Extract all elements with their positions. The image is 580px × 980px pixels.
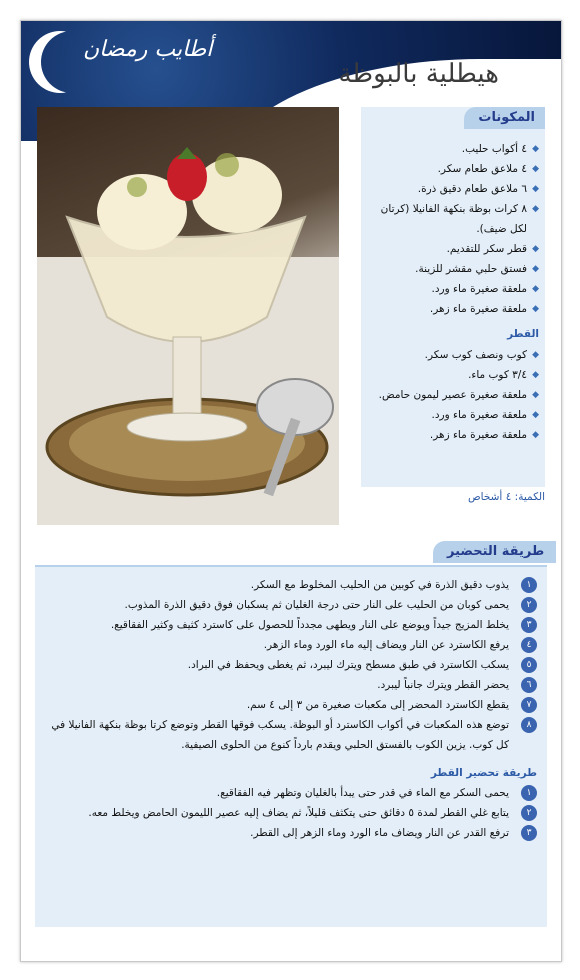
ingredient-item: ◆ ٤ ملاعق طعام سكر.: [367, 159, 539, 179]
ingredient-item: ◆ قطر سكر للتقديم.: [367, 239, 539, 259]
bullet-icon: ◆: [532, 244, 539, 254]
step-number: ١: [521, 577, 537, 593]
ingredient-item: ◆ ٦ ملاعق طعام دقيق ذرة.: [367, 179, 539, 199]
step-number: ٤: [521, 637, 537, 653]
step-number: ٦: [521, 677, 537, 693]
bullet-icon: ◆: [532, 390, 539, 400]
syrup-step-item: ١ يحمى السكر مع الماء في قدر حتى يبدأ بالغليان وتظهر فيه الفقاقيع.: [45, 783, 537, 803]
step-item: ٧ يقطع الكاسترد المحضر إلى مكعبات صغيرة من ٣ إلى ٤ سم.: [45, 695, 537, 715]
dessert-illustration: [37, 107, 339, 525]
bullet-icon: ◆: [532, 410, 539, 420]
recipe-card: [20, 20, 562, 962]
step-item: ٨ توضع هذه المكعبات في أكواب الكاسترد أو البوظة. يسكب فوقها القطر وتوضع كرتا بوظة بنكهة الفانيلا في كل كوب. يزين الكوب بالفستق الحلبي ويقدم بارداً كنوع من الحلوى الصيفية.: [45, 715, 537, 755]
bullet-icon: ◆: [532, 144, 539, 154]
step-number: ١: [521, 785, 537, 801]
syrup-ingredient-item: ◆ كوب ونصف كوب سكر.: [367, 345, 539, 365]
ingredient-item: ◆ ٤ أكواب حليب.: [367, 139, 539, 159]
bullet-icon: ◆: [532, 204, 539, 214]
bullet-icon: ◆: [532, 304, 539, 314]
bullet-icon: ◆: [532, 264, 539, 274]
ingredient-item: ◆ ٨ كرات بوظة بنكهة الفانيلا (كرتان لكل ضيف).: [367, 199, 539, 239]
step-number: ٥: [521, 657, 537, 673]
crescent-moon-icon: [29, 31, 91, 93]
ingredients-list: [367, 139, 539, 445]
servings-quantity: الكمية: ٤ أشخاص: [467, 491, 545, 503]
step-number: ٢: [521, 597, 537, 613]
step-item: ٣ يخلط المزيج جيداً ويوضع على النار ويطهى مجدداً للحصول على كاسترد كثيف وكثير الفقاقيع.: [45, 615, 537, 635]
site-logo: أطايب رمضان: [83, 37, 213, 62]
step-item: ٥ يسكب الكاسترد في طبق مسطح ويترك ليبرد، ثم يغطى ويحفظ في البراد.: [45, 655, 537, 675]
step-number: ٣: [521, 825, 537, 841]
bullet-icon: ◆: [532, 184, 539, 194]
ingredient-item: ◆ ملعقة صغيرة ماء زهر.: [367, 299, 539, 319]
dessert-photo: [37, 107, 339, 525]
step-number: ٣: [521, 617, 537, 633]
bullet-icon: ◆: [532, 430, 539, 440]
bullet-icon: ◆: [532, 284, 539, 294]
step-number: ٨: [521, 717, 537, 733]
step-item: ٤ يرفع الكاسترد عن النار ويضاف إليه ماء الورد وماء الزهر.: [45, 635, 537, 655]
syrup-ingredient-item: ◆ ٣/٤ كوب ماء.: [367, 365, 539, 385]
syrup-ingredient-item: ◆ ملعقة صغيرة ماء زهر.: [367, 425, 539, 445]
ingredients-panel: [361, 107, 545, 487]
syrup-step-item: ٢ يتابع غلي القطر لمدة ٥ دقائق حتى يتكثف قليلاً، ثم يضاف إليه عصير الليمون الحامض ويخلط معه.: [45, 803, 537, 823]
bullet-icon: ◆: [532, 164, 539, 174]
syrup-ingredient-item: ◆ ملعقة صغيرة ماء ورد.: [367, 405, 539, 425]
bullet-icon: ◆: [532, 370, 539, 380]
page-title: هيطلية بالبوظة: [338, 59, 499, 89]
bullet-icon: ◆: [532, 350, 539, 360]
syrup-step-item: ٣ ترفع القدر عن النار ويضاف ماء الورد وماء الزهر إلى القطر.: [45, 823, 537, 843]
step-item: ٦ يحضر القطر ويترك جانباً ليبرد.: [45, 675, 537, 695]
ingredient-item: ◆ فستق حلبي مقشر للزينة.: [367, 259, 539, 279]
step-item: ٢ يحمى كوبان من الحليب على النار حتى درجة الغليان ثم يسكبان فوق دقيق الذرة المذوب.: [45, 595, 537, 615]
syrup-ingredient-item: ◆ ملعقة صغيرة عصير ليمون حامض.: [367, 385, 539, 405]
step-item: ١ يذوب دقيق الذرة في كوبين من الحليب المخلوط مع السكر.: [45, 575, 537, 595]
preparation-tab: طريقة التحضير: [433, 541, 556, 563]
ingredient-item: ◆ ملعقة صغيرة ماء ورد.: [367, 279, 539, 299]
preparation-panel: [35, 565, 547, 927]
syrup-heading: القطر: [507, 328, 539, 340]
step-number: ٢: [521, 805, 537, 821]
preparation-steps: [45, 575, 537, 843]
ingredients-tab: المكونات: [464, 107, 545, 129]
step-number: ٧: [521, 697, 537, 713]
syrup-method-heading: طريقة تحضير القطر: [430, 767, 537, 779]
